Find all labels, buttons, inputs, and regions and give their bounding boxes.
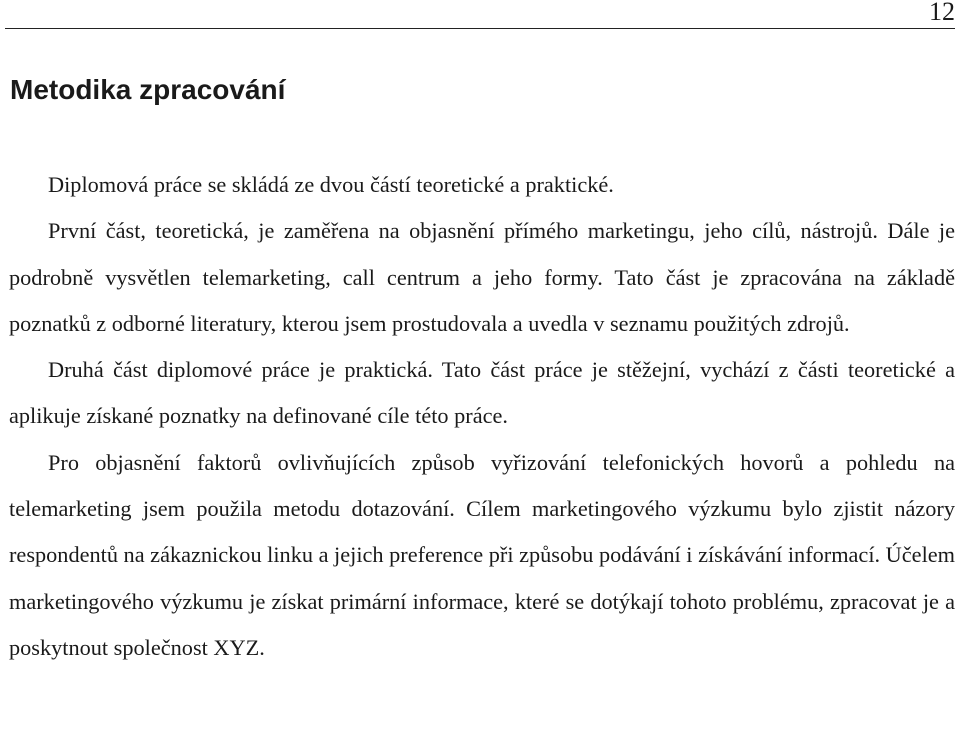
paragraph-research-method: Pro objasnění faktorů ovlivňujících způsob vyřizování telefonických hovorů a pohledu na telemarketing jsem použila metodu dotazování. Cílem marketingového výzkumu bylo zjistit názory respondentů na zákaznickou linku a jejich preference při způsobu podávání i získávání informací. Účelem marketingového výzkumu je získat primární informace, které se dotýkají tohoto problému, zpracovat je a poskytnout společnost XYZ. <box>9 449 956 660</box>
body-text <box>9 162 955 671</box>
paragraph-practical-part: Druhá část diplomové práce je praktická. Tato část práce je stěžejní, vychází z části teoretické a aplikuje získané poznatky na definované cíle této práce. <box>9 357 955 429</box>
header-rule <box>5 28 955 29</box>
paragraph-theoretical-part: První část, teoretická, je zaměřena na objasnění přímého marketingu, jeho cílů, nástrojů. Dále je podrobně vysvětlen telemarketing, call centrum a jeho formy. Tato část je zpracována na základě poznatků z odborné literatury, kterou jsem prostudovala a uvedla v seznamu použitých zdrojů. <box>9 218 955 336</box>
paragraph-intro: Diplomová práce se skládá ze dvou částí teoretické a praktické. <box>48 172 614 197</box>
page-number: 12 <box>929 0 955 26</box>
section-heading: Metodika zpracování <box>10 74 286 105</box>
